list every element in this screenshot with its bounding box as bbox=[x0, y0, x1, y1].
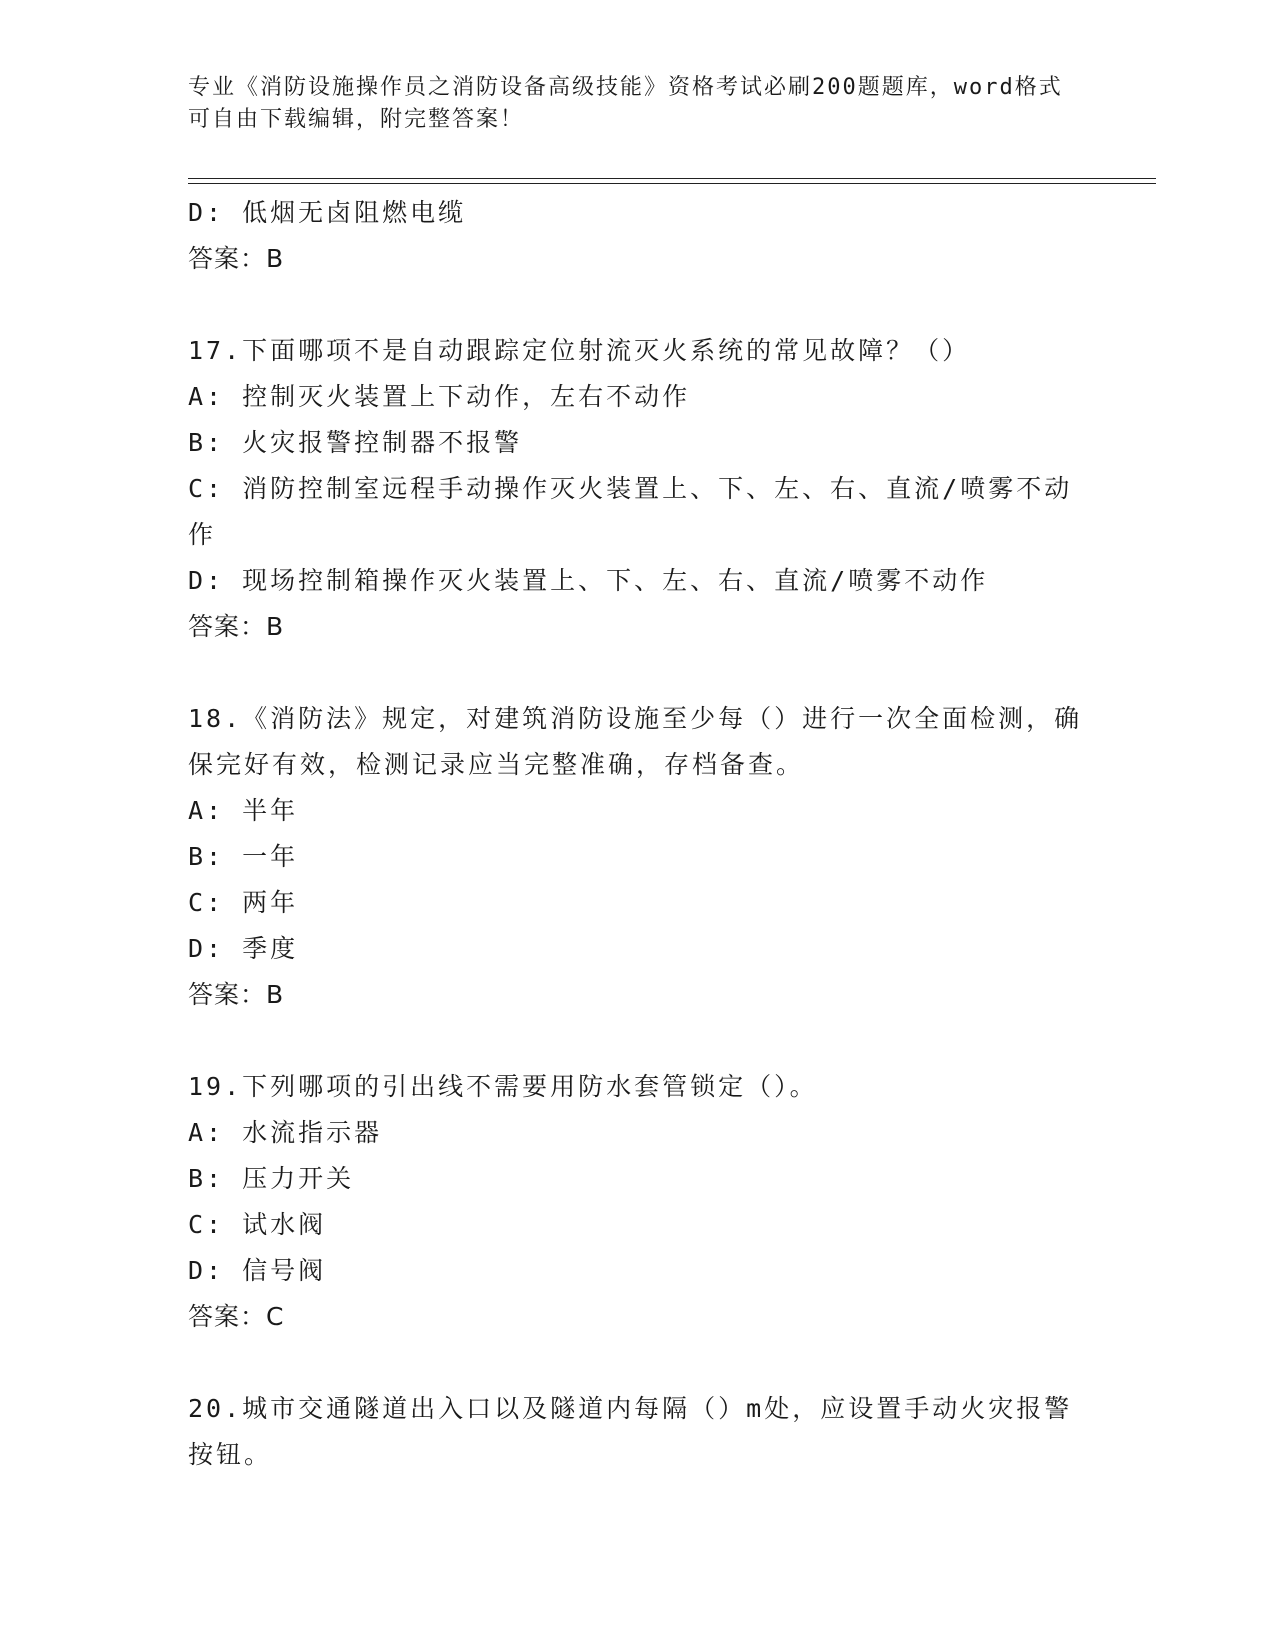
question-text: 17.下面哪项不是自动跟踪定位射流灭火系统的常见故障？（） bbox=[188, 336, 971, 365]
option-b: B: 压力开关 bbox=[188, 1164, 355, 1193]
question-18 bbox=[188, 696, 1088, 1018]
answer: 答案：B bbox=[188, 612, 285, 641]
header-text: 专业《消防设施操作员之消防设备高级技能》资格考试必刷200题题库，word格式可自由下载编辑，附完整答案！ bbox=[188, 75, 1063, 132]
answer: 答案：C bbox=[188, 1302, 285, 1331]
question-text: 18.《消防法》规定，对建筑消防设施至少每（）进行一次全面检测，确保完好有效，检测记录应当完整准确，存档备查。 bbox=[188, 704, 1083, 779]
option-a: A: 半年 bbox=[188, 796, 299, 825]
header-divider-bottom bbox=[188, 183, 1156, 184]
option-c: C: 消防控制室远程手动操作灭火装置上、下、左、右、直流/喷雾不动作 bbox=[188, 474, 1073, 549]
question-20 bbox=[188, 1386, 1088, 1478]
question-text: 20.城市交通隧道出入口以及隧道内每隔（）m处，应设置手动火灾报警按钮。 bbox=[188, 1394, 1073, 1469]
option-a: A: 控制灭火装置上下动作，左右不动作 bbox=[188, 382, 691, 411]
question-text: 19.下列哪项的引出线不需要用防水套管锁定（）。 bbox=[188, 1072, 818, 1101]
answer: 答案：B bbox=[188, 244, 285, 273]
option-c: C: 两年 bbox=[188, 888, 299, 917]
option-c: C: 试水阀 bbox=[188, 1210, 327, 1239]
option-b: B: 一年 bbox=[188, 842, 299, 871]
option-d: D: 季度 bbox=[188, 934, 299, 963]
option-d: D: 低烟无卤阻燃电缆 bbox=[188, 198, 467, 227]
header-divider-top bbox=[188, 178, 1156, 179]
answer: 答案：B bbox=[188, 980, 285, 1009]
option-d: D: 现场控制箱操作灭火装置上、下、左、右、直流/喷雾不动作 bbox=[188, 566, 989, 595]
page-header bbox=[188, 72, 1068, 136]
question-list bbox=[188, 190, 1088, 1478]
option-d: D: 信号阀 bbox=[188, 1256, 327, 1285]
question-17 bbox=[188, 328, 1088, 650]
option-a: A: 水流指示器 bbox=[188, 1118, 383, 1147]
option-b: B: 火灾报警控制器不报警 bbox=[188, 428, 523, 457]
question-19 bbox=[188, 1064, 1088, 1340]
